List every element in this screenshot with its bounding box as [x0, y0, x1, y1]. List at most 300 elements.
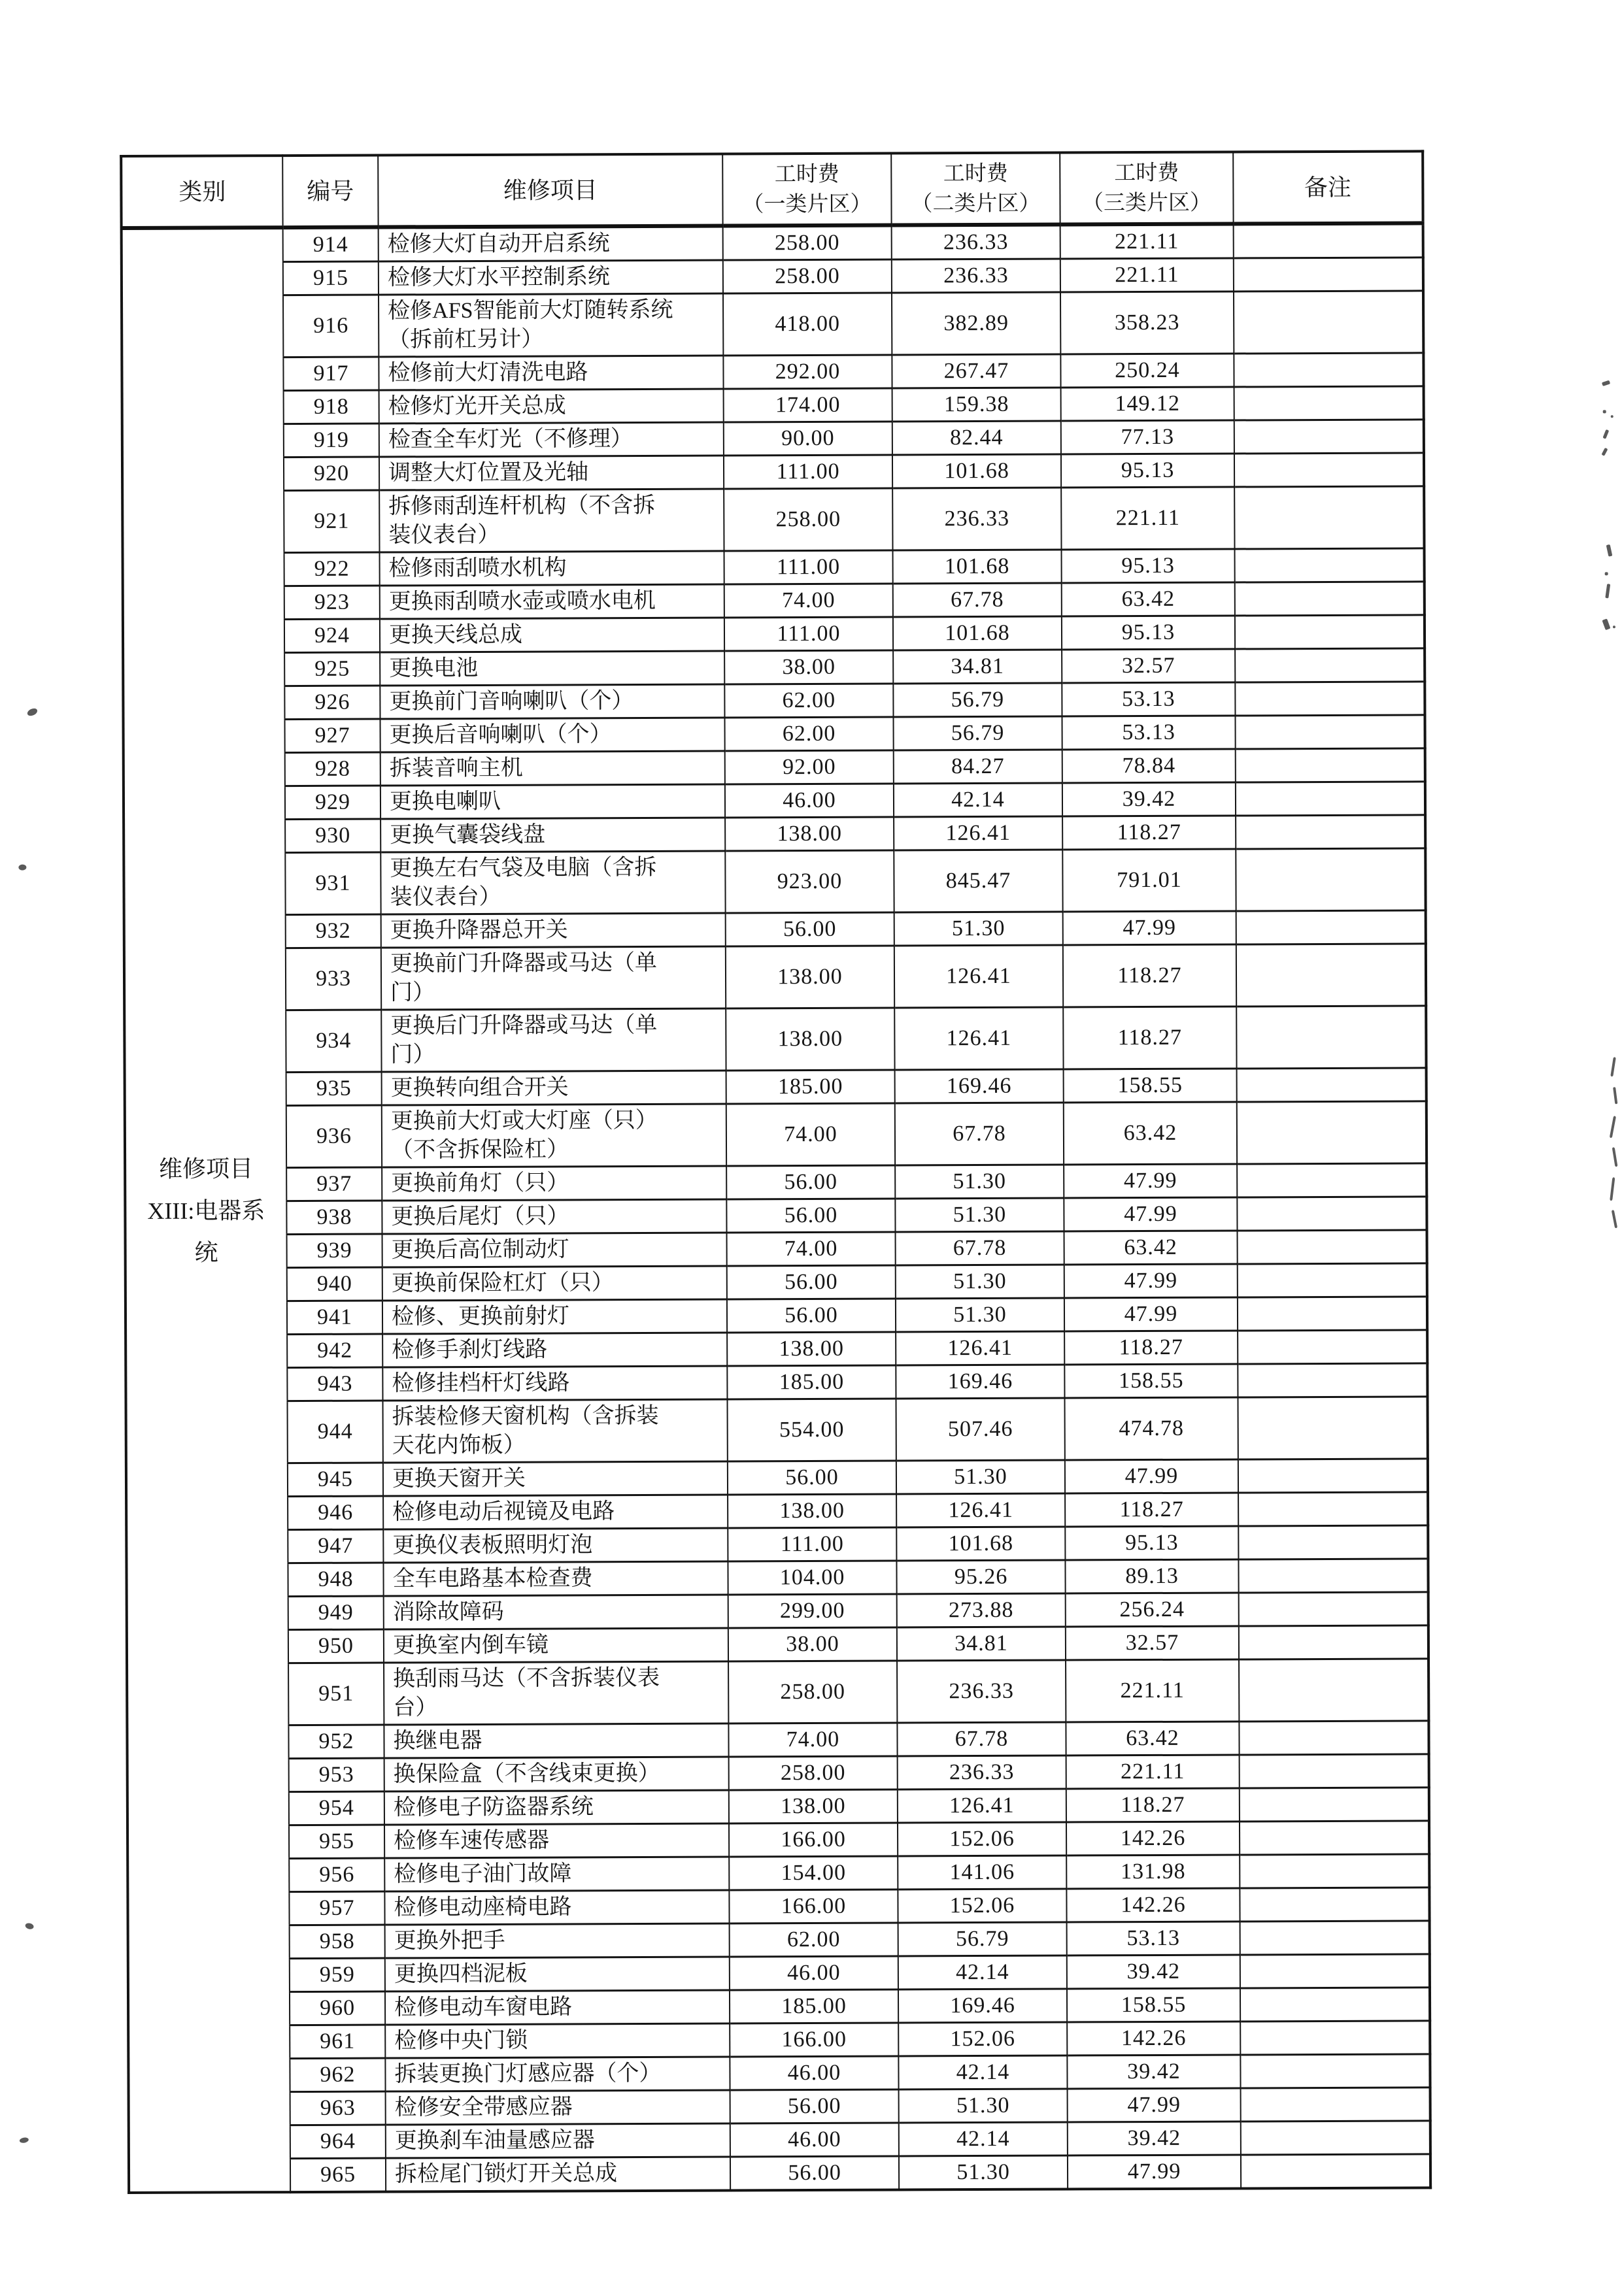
- table-row: [126, 1297, 1427, 1335]
- fee-zone1-cell: 74.00: [724, 584, 893, 618]
- scan-bleed-mark: [1610, 1177, 1615, 1201]
- fee-zone1-cell: 258.00: [724, 488, 892, 551]
- item-cell: 更换雨刮喷水壶或喷水电机: [380, 584, 724, 619]
- row-number-cell: 954: [289, 1791, 384, 1825]
- fee-zone1-cell: 185.00: [726, 1070, 895, 1104]
- row-number-cell: 959: [290, 1958, 385, 1992]
- fee-zone2-cell: 273.88: [897, 1593, 1066, 1627]
- fee-zone2-cell: 267.47: [892, 354, 1060, 388]
- fee-zone1-cell: 104.00: [728, 1561, 896, 1595]
- item-cell: 检修前大灯清洗电路: [379, 356, 723, 390]
- table-row: [126, 1525, 1428, 1564]
- fee-zone2-cell: 56.79: [893, 683, 1062, 717]
- table-row: [129, 2154, 1430, 2193]
- fee-zone2-cell: 67.78: [895, 1103, 1064, 1165]
- table-row: [129, 2121, 1430, 2159]
- item-cell: 消除故障码: [384, 1595, 728, 1629]
- row-number-cell: 949: [288, 1596, 384, 1630]
- table-row: [122, 453, 1424, 491]
- fee-zone3-cell: 158.55: [1067, 1988, 1240, 2022]
- fee-zone2-cell: 67.78: [897, 1722, 1066, 1756]
- fee-zone1-cell: 62.00: [730, 1923, 898, 1957]
- item-cell: 更换前门升降器或马达（单 门）: [381, 946, 726, 1010]
- row-number-cell: 930: [285, 819, 380, 853]
- remark-cell: [1240, 2021, 1430, 2055]
- fee-zone3-cell: 158.55: [1064, 1069, 1237, 1103]
- row-number-cell: 915: [283, 261, 379, 295]
- remark-cell: [1237, 1068, 1427, 1102]
- fee-zone3-cell: 39.42: [1067, 1955, 1240, 1989]
- fee-zone2-cell: 126.41: [894, 816, 1062, 850]
- scan-bleed-mark: [1610, 1116, 1616, 1138]
- remark-cell: [1240, 1788, 1429, 1822]
- table-row: [123, 648, 1425, 687]
- table-row: [129, 2088, 1430, 2126]
- row-number-cell: 917: [283, 357, 379, 391]
- table-row: [128, 1988, 1430, 2026]
- remark-cell: [1238, 1559, 1428, 1593]
- item-cell: 调整大灯位置及光轴: [379, 456, 724, 490]
- table-row: [126, 1263, 1427, 1302]
- fee-zone2-cell: 51.30: [899, 2089, 1068, 2123]
- fee-zone2-cell: 169.46: [898, 1989, 1067, 2023]
- fee-zone1-cell: 138.00: [725, 817, 894, 851]
- table-row: [124, 782, 1425, 820]
- fee-zone2-cell: 51.30: [896, 1298, 1064, 1332]
- item-cell: 更换外把手: [385, 1923, 730, 1958]
- item-cell: 更换前角灯（只）: [382, 1166, 726, 1201]
- fee-zone3-cell: 142.26: [1066, 1822, 1240, 1855]
- fee-zone1-cell: 138.00: [727, 1332, 896, 1366]
- remark-cell: [1238, 1263, 1427, 1297]
- fee-zone1-cell: 111.00: [724, 617, 893, 651]
- fee-zone2-cell: 51.30: [895, 1198, 1064, 1232]
- fee-zone2-cell: 845.47: [894, 850, 1062, 912]
- item-cell: 更换升降器总开关: [381, 913, 726, 948]
- fee-zone1-cell: 166.00: [730, 2023, 898, 2057]
- item-cell: 更换前保险杠灯（只）: [382, 1266, 727, 1301]
- item-cell: 拆装更换门灯感应器（个）: [385, 2057, 730, 2091]
- scan-speck: [25, 1922, 35, 1930]
- item-cell: 更换左右气袋及电脑（含拆 装仪表台）: [380, 851, 725, 914]
- fee-zone2-cell: 236.33: [892, 259, 1060, 293]
- fee-zone3-cell: 47.99: [1064, 1264, 1238, 1298]
- fee-table-body: [122, 223, 1431, 2193]
- item-cell: 更换转向组合开关: [382, 1071, 726, 1105]
- row-number-cell: 955: [289, 1825, 384, 1859]
- item-cell: 拆装音响主机: [380, 751, 725, 786]
- row-number-cell: 934: [286, 1010, 381, 1073]
- fee-zone1-cell: 258.00: [729, 1756, 898, 1790]
- scan-speck: [1611, 415, 1614, 418]
- fee-zone2-cell: 126.41: [894, 1007, 1063, 1070]
- table-row: [125, 1163, 1427, 1202]
- fee-zone1-cell: 554.00: [728, 1399, 896, 1461]
- table-row: [122, 291, 1423, 358]
- scan-speck: [1601, 448, 1608, 456]
- row-number-cell: 931: [285, 852, 380, 915]
- item-cell: 检修手刹灯线路: [382, 1333, 727, 1367]
- fee-zone1-cell: 62.00: [724, 717, 893, 751]
- fee-zone3-cell: 32.57: [1062, 649, 1235, 683]
- fee-zone2-cell: 51.30: [894, 912, 1063, 946]
- remark-cell: [1238, 1492, 1428, 1526]
- fee-zone1-cell: 74.00: [727, 1232, 896, 1266]
- fee-zone3-cell: 47.99: [1064, 1197, 1237, 1231]
- fee-zone3-cell: 95.13: [1061, 454, 1234, 488]
- remark-cell: [1235, 648, 1425, 682]
- fee-zone3-cell: 149.12: [1061, 387, 1234, 421]
- row-number-cell: 944: [288, 1401, 383, 1463]
- row-number-cell: 961: [290, 2025, 385, 2059]
- row-number-cell: 951: [288, 1663, 384, 1725]
- remark-cell: [1240, 1954, 1430, 1988]
- table-row: [125, 1197, 1427, 1235]
- remark-cell: [1235, 615, 1425, 649]
- table-row: [126, 1492, 1428, 1531]
- table-row: [126, 1397, 1428, 1464]
- fee-zone3-cell: 63.42: [1064, 1231, 1238, 1265]
- fee-zone1-cell: 46.00: [725, 784, 894, 818]
- fee-zone3-cell: 118.27: [1066, 1788, 1240, 1822]
- fee-zone2-cell: 152.06: [898, 1822, 1066, 1856]
- item-cell: 检修电动车窗电路: [385, 1990, 730, 2025]
- item-cell: 更换天窗开关: [383, 1461, 728, 1496]
- fee-zone3-cell: 63.42: [1064, 1102, 1237, 1165]
- table-row: [124, 910, 1426, 949]
- row-number-cell: 928: [285, 752, 380, 786]
- row-number-cell: 925: [284, 652, 380, 686]
- table-row: [126, 1230, 1427, 1269]
- fee-zone3-cell: 221.11: [1060, 258, 1234, 292]
- fee-zone1-cell: 258.00: [723, 225, 892, 260]
- table-row: [126, 1459, 1428, 1497]
- fee-zone3-cell: 221.11: [1066, 1659, 1239, 1722]
- row-number-cell: 965: [290, 2158, 386, 2192]
- fee-zone2-cell: 51.30: [895, 1165, 1064, 1199]
- fee-zone1-cell: 74.00: [728, 1723, 897, 1757]
- fee-zone3-cell: 53.13: [1062, 716, 1235, 750]
- item-cell: 检修安全带感应器: [386, 2090, 730, 2125]
- row-number-cell: 946: [288, 1496, 383, 1530]
- fee-zone3-cell: 39.42: [1068, 2121, 1241, 2155]
- table-row: [123, 682, 1425, 720]
- fee-zone1-cell: 138.00: [728, 1494, 896, 1528]
- scan-speck: [1602, 429, 1609, 439]
- remark-cell: [1237, 1163, 1427, 1197]
- remark-cell: [1236, 944, 1426, 1007]
- fee-zone1-cell: 418.00: [723, 293, 892, 356]
- fee-zone3-cell: 256.24: [1066, 1593, 1239, 1627]
- header-number: 编号: [282, 156, 378, 228]
- table-row: [127, 1659, 1428, 1726]
- row-number-cell: 964: [290, 2125, 386, 2159]
- fee-zone2-cell: 42.14: [898, 1955, 1067, 1989]
- remark-cell: [1240, 1854, 1429, 1888]
- fee-zone1-cell: 46.00: [730, 1956, 898, 1990]
- row-number-cell: 926: [284, 686, 380, 720]
- table-row: [128, 1954, 1430, 1993]
- fee-zone1-cell: 138.00: [726, 1008, 894, 1071]
- row-number-cell: 938: [286, 1201, 382, 1235]
- row-number-cell: 950: [288, 1629, 384, 1663]
- header-remark: 备注: [1233, 151, 1423, 224]
- fee-zone2-cell: 101.68: [896, 1527, 1065, 1561]
- item-cell: 更换电喇叭: [380, 784, 725, 819]
- table-row: [122, 223, 1423, 262]
- scan-speck: [1602, 618, 1610, 630]
- remark-cell: [1239, 1721, 1428, 1755]
- fee-zone1-cell: 166.00: [729, 1823, 898, 1857]
- header-row: [121, 151, 1423, 228]
- fee-zone2-cell: 101.68: [893, 550, 1062, 584]
- remark-cell: [1234, 420, 1424, 454]
- fee-zone1-cell: 90.00: [724, 422, 892, 456]
- fee-zone1-cell: 258.00: [728, 1661, 897, 1723]
- row-number-cell: 927: [285, 719, 380, 753]
- fee-zone1-cell: 62.00: [724, 684, 893, 718]
- header-fee-zone2: 工时费 （二类片区）: [891, 153, 1060, 225]
- row-number-cell: 922: [284, 552, 380, 586]
- fee-zone2-cell: 126.41: [894, 945, 1063, 1008]
- fee-zone1-cell: 111.00: [724, 550, 893, 584]
- fee-zone1-cell: 185.00: [727, 1365, 896, 1399]
- fee-zone3-cell: 95.13: [1065, 1526, 1238, 1560]
- item-cell: 更换后高位制动灯: [382, 1233, 727, 1267]
- remark-cell: [1239, 1592, 1428, 1626]
- fee-zone1-cell: 56.00: [726, 1165, 895, 1199]
- row-number-cell: 921: [284, 490, 379, 553]
- table-row: [122, 386, 1424, 425]
- table-row: [127, 1821, 1429, 1859]
- fee-zone3-cell: 358.23: [1060, 291, 1234, 354]
- table-row: [122, 258, 1423, 296]
- item-cell: 检修挂档杆灯线路: [382, 1366, 727, 1401]
- fee-zone1-cell: 111.00: [724, 455, 892, 489]
- item-cell: 更换电池: [380, 651, 724, 686]
- fee-zone2-cell: 82.44: [892, 421, 1061, 455]
- category-cell: 维修项目 XIII:电器系 统: [122, 227, 291, 2193]
- fee-zone2-cell: 152.06: [898, 2022, 1067, 2056]
- fee-zone1-cell: 56.00: [726, 912, 894, 946]
- row-number-cell: 937: [286, 1167, 382, 1201]
- scan-speck: [18, 865, 26, 871]
- item-cell: 更换仪表板照明灯泡: [383, 1528, 728, 1563]
- row-number-cell: 918: [284, 390, 379, 424]
- remark-cell: [1234, 353, 1423, 387]
- remark-cell: [1239, 1659, 1428, 1722]
- remark-cell: [1238, 1397, 1427, 1459]
- item-cell: 更换前大灯或大灯座（只） （不含拆保险杠）: [382, 1104, 726, 1167]
- fee-zone2-cell: 67.78: [893, 583, 1062, 617]
- fee-zone3-cell: 47.99: [1065, 1459, 1238, 1493]
- fee-zone2-cell: 236.33: [892, 225, 1060, 259]
- row-number-cell: 960: [290, 1991, 385, 2025]
- fee-zone2-cell: 382.89: [892, 292, 1060, 355]
- fee-zone3-cell: 95.13: [1062, 549, 1235, 583]
- scan-bleed-mark: [1613, 1087, 1617, 1104]
- item-cell: 全车电路基本检查费: [383, 1561, 728, 1596]
- remark-cell: [1234, 291, 1423, 354]
- fee-zone3-cell: 250.24: [1060, 354, 1234, 388]
- remark-cell: [1236, 782, 1425, 816]
- item-cell: 更换气囊袋线盘: [380, 818, 725, 852]
- fee-zone2-cell: 101.68: [893, 616, 1062, 650]
- fee-zone3-cell: 47.99: [1064, 1297, 1238, 1331]
- fee-zone2-cell: 236.33: [898, 1755, 1066, 1789]
- item-cell: 拆装检修天窗机构（含拆装 天花内饰板）: [383, 1399, 728, 1463]
- fee-zone2-cell: 56.79: [893, 716, 1062, 750]
- item-cell: 更换天线总成: [380, 618, 724, 652]
- fee-zone1-cell: 138.00: [726, 946, 894, 1008]
- fee-zone1-cell: 292.00: [723, 355, 892, 389]
- remark-cell: [1234, 453, 1424, 487]
- fee-zone3-cell: 63.42: [1062, 582, 1235, 616]
- fee-zone3-cell: 63.42: [1066, 1722, 1239, 1755]
- remark-cell: [1238, 1459, 1428, 1493]
- row-number-cell: 948: [288, 1563, 383, 1597]
- item-cell: 检修、更换前射灯: [382, 1299, 727, 1334]
- table-row: [127, 1592, 1428, 1631]
- remark-cell: [1236, 815, 1425, 849]
- remark-cell: [1235, 682, 1425, 716]
- fee-zone1-cell: 174.00: [724, 388, 892, 422]
- item-cell: 检修AFS智能前大灯随转系统 （拆前杠另计）: [379, 293, 723, 357]
- table-row: [124, 1006, 1426, 1073]
- scan-speck: [1603, 410, 1606, 413]
- remark-cell: [1235, 548, 1425, 582]
- scan-speck: [1606, 544, 1613, 557]
- fee-zone3-cell: 474.78: [1064, 1397, 1238, 1460]
- fee-zone2-cell: 42.14: [899, 2122, 1068, 2156]
- fee-zone1-cell: 56.00: [726, 1199, 895, 1233]
- fee-zone2-cell: 126.41: [896, 1493, 1065, 1527]
- table-row: [126, 1330, 1427, 1369]
- scan-speck: [1605, 584, 1610, 598]
- table-row: [123, 615, 1425, 654]
- item-cell: 换刮雨马达（不含拆装仪表 台）: [384, 1661, 728, 1725]
- scan-bleed-mark: [1610, 1057, 1616, 1076]
- row-number-cell: 919: [284, 424, 379, 458]
- table-row: [124, 748, 1425, 787]
- table-row: [125, 1068, 1427, 1106]
- fee-zone2-cell: 141.06: [898, 1855, 1066, 1889]
- row-number-cell: 924: [284, 619, 380, 653]
- item-cell: 检修电子油门故障: [384, 1857, 729, 1891]
- item-cell: 更换四档泥板: [385, 1957, 730, 1991]
- row-number-cell: 914: [283, 227, 379, 262]
- header-category: 类别: [121, 156, 282, 228]
- fee-zone3-cell: 118.27: [1065, 1493, 1238, 1527]
- row-number-cell: 956: [289, 1858, 384, 1892]
- table-row: [127, 1721, 1428, 1759]
- fee-zone3-cell: 89.13: [1065, 1559, 1238, 1593]
- item-cell: 更换后门升降器或马达（单 门）: [381, 1008, 726, 1072]
- fee-zone1-cell: 56.00: [730, 2089, 899, 2123]
- fee-zone2-cell: 101.68: [892, 454, 1061, 488]
- item-cell: 更换前门音响喇叭（个）: [380, 684, 724, 719]
- header-item: 维修项目: [378, 154, 722, 227]
- item-cell: 换继电器: [384, 1723, 728, 1758]
- remark-cell: [1238, 1230, 1427, 1264]
- remark-cell: [1238, 1363, 1427, 1397]
- row-number-cell: 932: [286, 914, 381, 948]
- fee-zone1-cell: 46.00: [730, 2123, 899, 2157]
- row-number-cell: 923: [284, 586, 380, 620]
- table-row: [125, 1101, 1427, 1169]
- remark-cell: [1240, 1988, 1430, 2021]
- fee-zone3-cell: 47.99: [1068, 2155, 1241, 2189]
- table-row: [126, 1363, 1427, 1402]
- row-number-cell: 958: [290, 1925, 385, 1959]
- fee-zone3-cell: 47.99: [1063, 911, 1236, 945]
- fee-zone1-cell: 92.00: [725, 750, 894, 784]
- fee-zone1-cell: 38.00: [724, 650, 893, 684]
- fee-zone3-cell: 53.13: [1062, 682, 1235, 716]
- remark-cell: [1240, 1821, 1429, 1855]
- remark-cell: [1234, 386, 1424, 420]
- table-row: [127, 1754, 1429, 1793]
- item-cell: 更换刹车油量感应器: [386, 2123, 730, 2158]
- remark-cell: [1235, 715, 1425, 749]
- item-cell: 检修电动后视镜及电路: [383, 1495, 728, 1529]
- fee-zone1-cell: 38.00: [728, 1627, 897, 1661]
- remark-cell: [1238, 1297, 1427, 1331]
- fee-zone2-cell: 84.27: [894, 750, 1062, 784]
- scan-bleed-mark: [1612, 1210, 1617, 1228]
- remark-cell: [1237, 1197, 1427, 1231]
- row-number-cell: 963: [290, 2091, 386, 2125]
- scan-speck: [1613, 625, 1615, 628]
- row-number-cell: 957: [289, 1891, 384, 1925]
- fee-zone2-cell: 51.30: [896, 1460, 1065, 1494]
- table-row: [127, 1788, 1429, 1826]
- table-row: [128, 2054, 1430, 2093]
- item-cell: 检修车速传感器: [384, 1823, 729, 1858]
- table-row: [127, 1888, 1429, 1926]
- fee-zone1-cell: 166.00: [729, 1889, 898, 1923]
- fee-zone3-cell: 78.84: [1062, 749, 1236, 783]
- fee-zone1-cell: 258.00: [723, 259, 892, 293]
- fee-zone2-cell: 51.30: [899, 2155, 1068, 2189]
- table-row: [122, 486, 1424, 554]
- fee-zone3-cell: 47.99: [1068, 2088, 1241, 2122]
- remark-cell: [1236, 1006, 1426, 1069]
- fee-zone1-cell: 46.00: [730, 2056, 898, 2090]
- fee-zone1-cell: 56.00: [730, 2156, 899, 2190]
- item-cell: 更换后音响喇叭（个）: [380, 718, 724, 752]
- scan-speck: [1602, 380, 1610, 386]
- remark-cell: [1236, 748, 1425, 782]
- item-cell: 换保险盒（不含线束更换）: [384, 1757, 729, 1791]
- table-row: [122, 353, 1423, 391]
- row-number-cell: 940: [287, 1267, 382, 1301]
- fee-zone2-cell: 159.38: [892, 388, 1061, 422]
- row-number-cell: 947: [288, 1529, 383, 1563]
- fee-zone2-cell: 169.46: [895, 1069, 1064, 1103]
- remark-cell: [1241, 2121, 1430, 2155]
- remark-cell: [1241, 2154, 1430, 2189]
- fee-zone3-cell: 118.27: [1062, 816, 1236, 850]
- fee-zone2-cell: 56.79: [898, 1922, 1067, 1956]
- row-number-cell: 933: [286, 948, 381, 1010]
- remark-cell: [1239, 1625, 1428, 1659]
- remark-cell: [1234, 258, 1423, 291]
- row-number-cell: 941: [287, 1301, 382, 1335]
- row-number-cell: 953: [289, 1758, 384, 1792]
- fee-zone3-cell: 221.11: [1061, 487, 1234, 550]
- row-number-cell: 962: [290, 2058, 385, 2092]
